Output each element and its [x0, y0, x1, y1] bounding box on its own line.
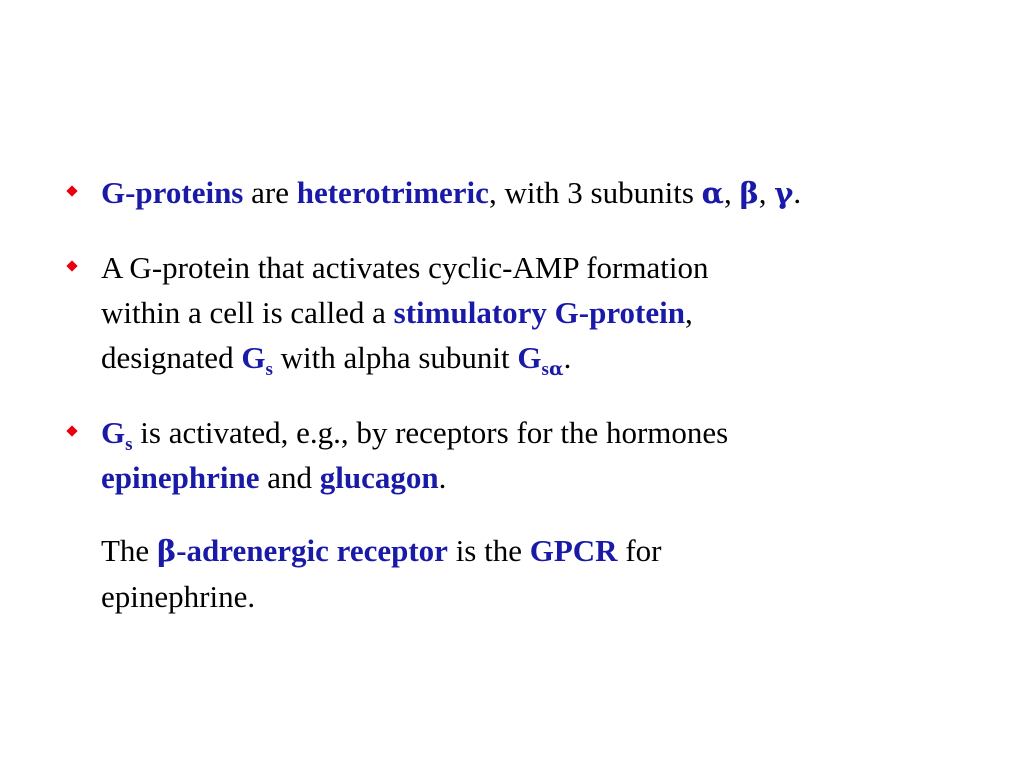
bullet-2-line-1: A G-protein that activates cyclic-AMP formation	[101, 250, 709, 285]
term-glucagon: glucagon	[319, 460, 439, 495]
text-segment: ,	[758, 175, 775, 210]
text-segment: is activated, e.g., by receptors for the hormones	[132, 415, 729, 450]
text-segment: .	[793, 175, 802, 210]
term-gs-alpha	[517, 340, 564, 380]
term-gpcr: GPCR	[529, 533, 618, 568]
bullet-text-3	[101, 410, 1001, 500]
bullet-3-line-2	[101, 455, 1001, 500]
text-segment: The	[101, 533, 157, 568]
text-segment: ,	[685, 295, 693, 330]
text-segment: is the	[447, 533, 530, 568]
text-segment: ,	[723, 175, 740, 210]
gs-subscript: s	[265, 359, 273, 380]
text-segment: are	[243, 175, 297, 210]
term-gs	[241, 340, 273, 380]
bullet-diamond-icon	[66, 185, 77, 196]
text-segment: with alpha subunit	[272, 340, 518, 375]
text-segment: designated	[101, 340, 242, 375]
text-segment: .	[438, 460, 447, 495]
text-segment: , with 3 subunits	[488, 175, 702, 210]
greek-alpha: α	[701, 176, 724, 210]
term-adrenergic-receptor: -adrenergic receptor	[176, 533, 448, 568]
greek-gamma: γ	[774, 176, 794, 210]
gsa-subscript-s: s	[541, 359, 549, 380]
gs-letter: G	[101, 415, 126, 450]
bullet-1-line-1	[101, 170, 1001, 216]
text-segment: and	[259, 460, 320, 495]
gsa-subscript	[542, 359, 564, 380]
gs-letter: G	[241, 340, 266, 375]
bullet-2-line-3	[101, 335, 1001, 380]
note-line-2: epinephrine.	[101, 579, 256, 614]
note-text	[101, 528, 1001, 619]
term-g-proteins: G-proteins	[101, 175, 244, 210]
term-gs	[101, 415, 133, 455]
bullet-2-line-2	[101, 290, 1001, 335]
note-line-1	[101, 528, 1001, 574]
gsa-subscript-alpha: α	[548, 358, 564, 380]
greek-beta: β	[739, 176, 759, 210]
text-segment: for	[617, 533, 662, 568]
text-segment: .	[563, 340, 572, 375]
term-stimulatory-g-protein: stimulatory G-protein	[393, 295, 685, 330]
bullet-diamond-icon	[66, 425, 77, 436]
bullet-text-1	[101, 170, 1001, 216]
term-epinephrine: epinephrine	[101, 460, 260, 495]
text-segment: within a cell is called a	[101, 295, 394, 330]
gs-subscript: s	[125, 434, 133, 455]
term-heterotrimeric: heterotrimeric	[296, 175, 489, 210]
gsa-letter: G	[517, 340, 542, 375]
bullet-text-2	[101, 245, 1001, 380]
bullet-3-line-1	[101, 410, 1001, 455]
greek-beta: β	[156, 534, 177, 568]
bullet-diamond-icon	[66, 260, 77, 271]
